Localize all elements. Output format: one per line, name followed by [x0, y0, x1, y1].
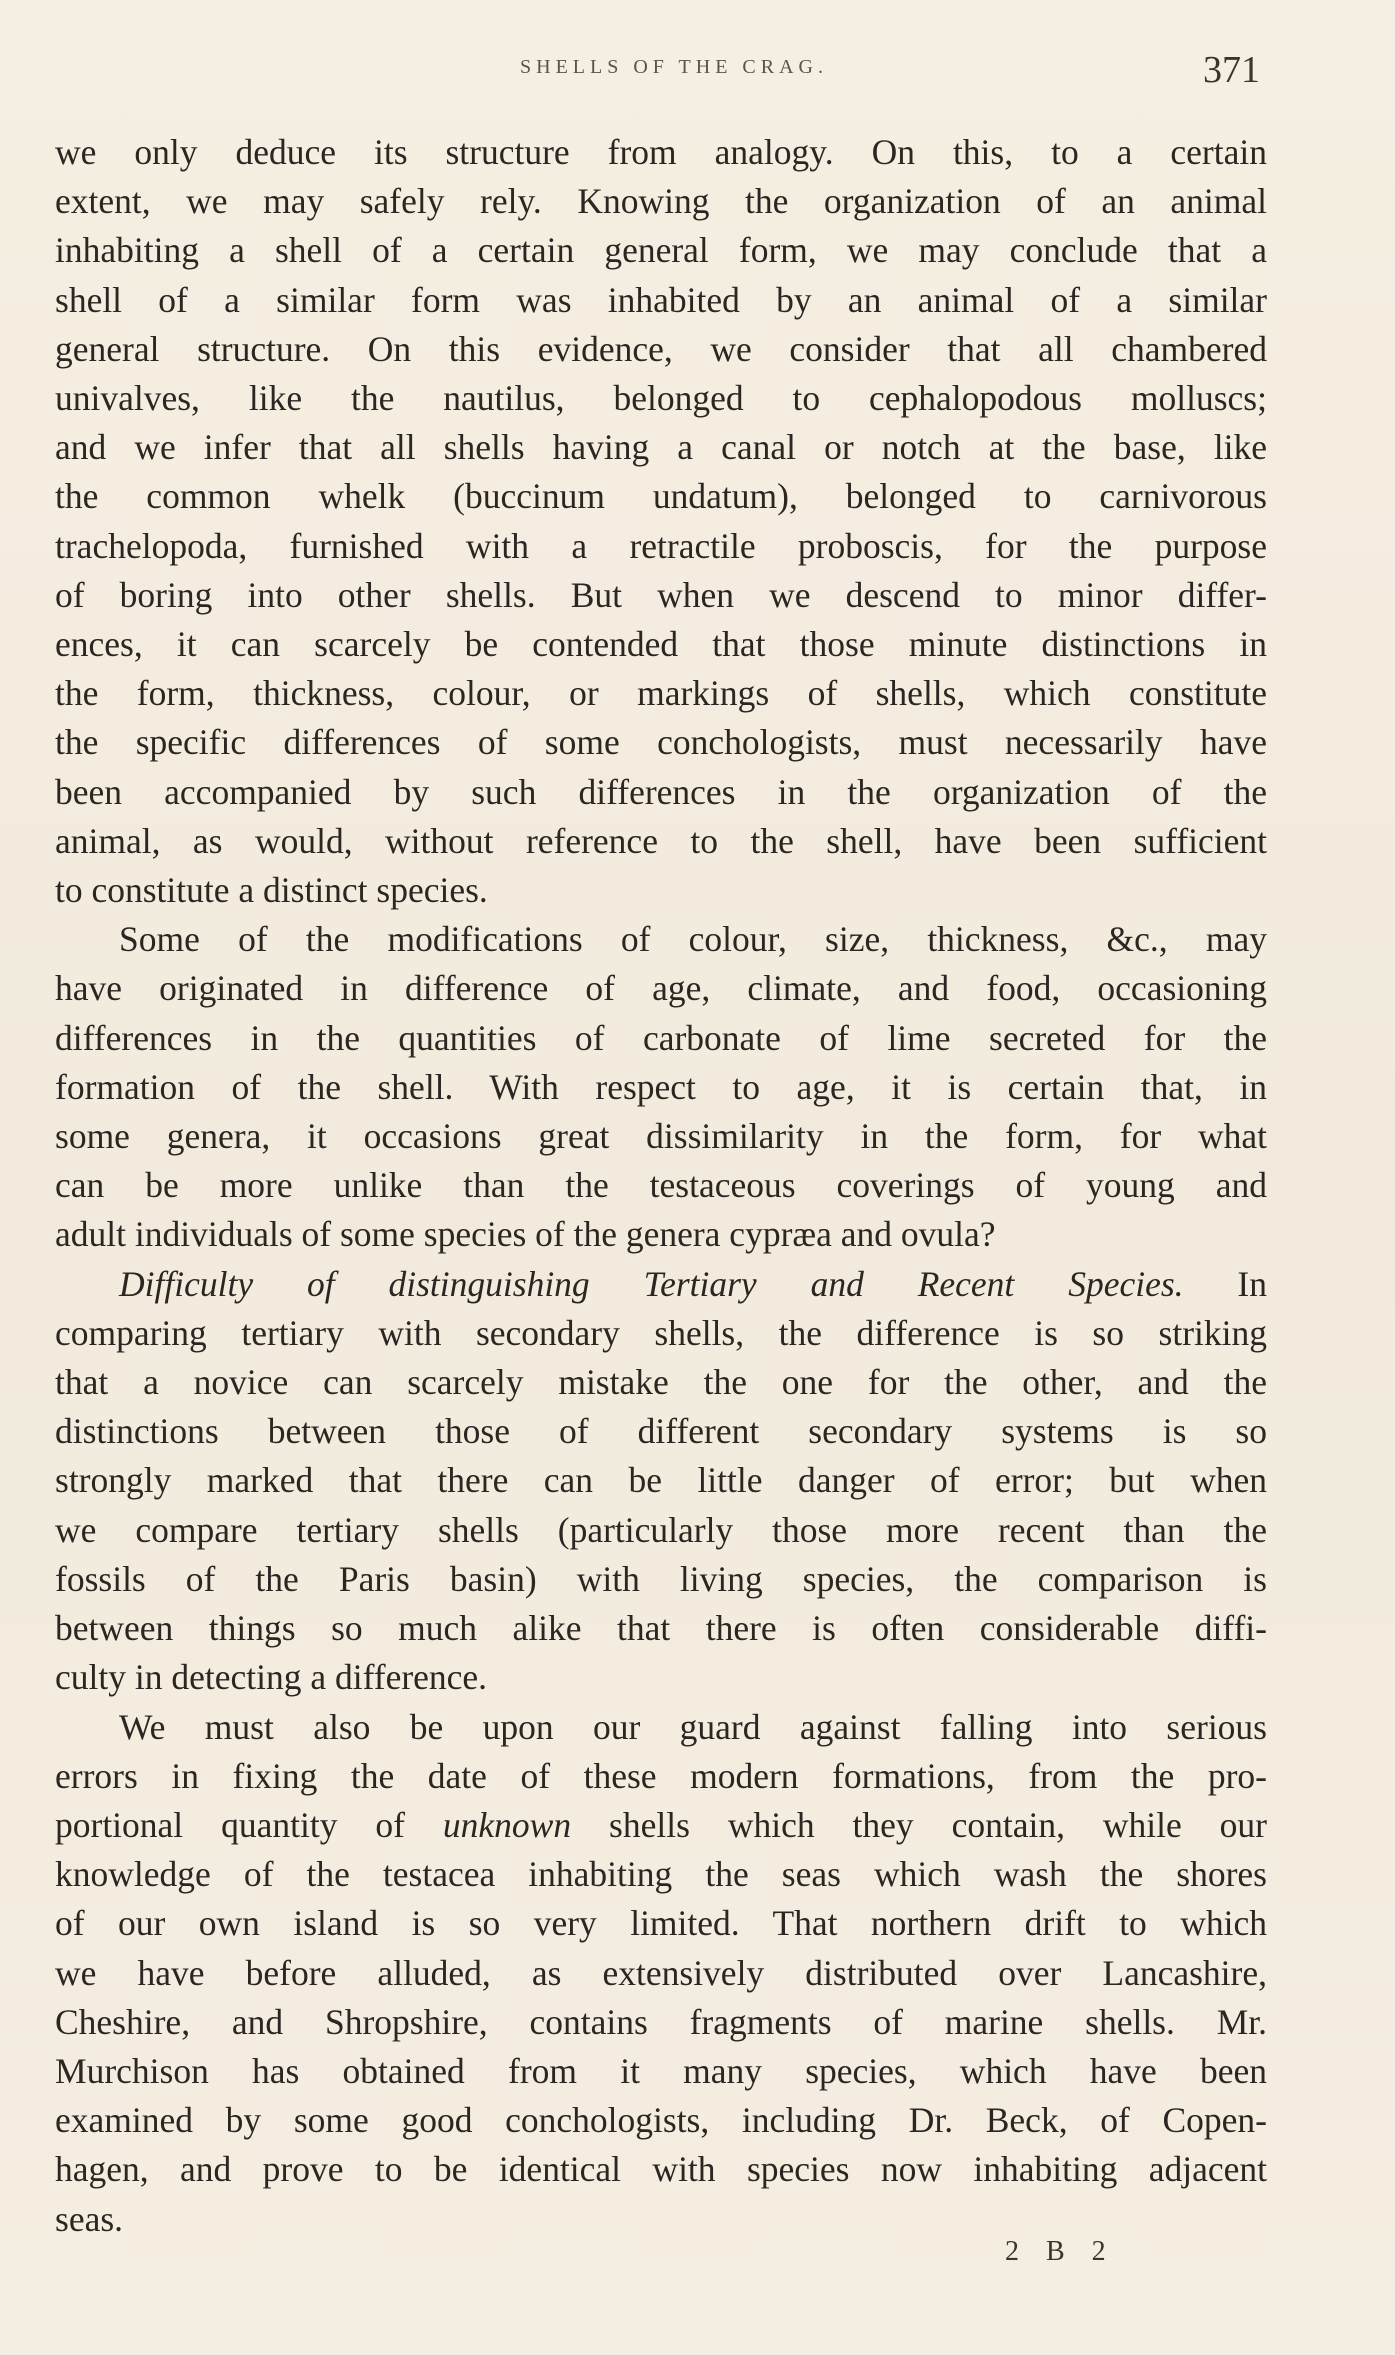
text-line: extent, we may safely rely. Knowing the organization of an animal	[55, 181, 1267, 222]
text-line: adult individuals of some species of the genera cypræa and ovula?	[55, 1214, 996, 1255]
body-text	[55, 128, 1267, 2244]
text-line: we have before alluded, as extensively distributed over Lancashire,	[55, 1952, 1267, 1993]
text-line: to constitute a distinct species.	[55, 870, 488, 911]
text-line: examined by some good conchologists, including Dr. Beck, of Copen-	[55, 2100, 1267, 2141]
text-line: univalves, like the nautilus, belonged to cephalopodous molluscs;	[55, 378, 1267, 419]
section-heading-line	[55, 1260, 1267, 1309]
text-line: fossils of the Paris basin) with living species, the comparison is	[55, 1558, 1267, 1599]
text-line: shell of a similar form was inhabited by an animal of a similar	[55, 279, 1267, 320]
text-line: general structure. On this evidence, we consider that all chambered	[55, 328, 1267, 369]
paragraph-1	[55, 128, 1267, 915]
text-line: strongly marked that there can be little danger of error; but when	[55, 1460, 1267, 1501]
page-header	[0, 48, 1395, 91]
emphasis-word: unknown	[442, 1804, 572, 1845]
text-line: been accompanied by such differences in the organization of the	[55, 771, 1267, 812]
text-line: the specific differences of some conchologists, must necessarily have	[55, 722, 1267, 763]
text-line: can be more unlike than the testaceous coverings of young and	[55, 1165, 1267, 1206]
text-fragment: shells which they contain, while our	[571, 1804, 1268, 1845]
paragraph-2	[55, 915, 1267, 1259]
text-line: distinctions between those of different secondary systems is so	[55, 1411, 1267, 1452]
text-fragment: portional quantity of	[55, 1804, 443, 1845]
text-line: Murchison has obtained from it many species, which have been	[55, 2050, 1267, 2091]
text-line: culty in detecting a difference.	[55, 1657, 488, 1698]
text-line: that a novice can scarcely mistake the one for the other, and the	[55, 1362, 1267, 1403]
text-line: have originated in difference of age, climate, and food, occasioning	[55, 968, 1267, 1009]
page-number: 371	[1203, 49, 1260, 91]
text-line: inhabiting a shell of a certain general form, we may conclude that a	[55, 230, 1267, 271]
text-line: between things so much alike that there is often considerable diffi-	[55, 1608, 1267, 1649]
running-head: SHELLS OF THE CRAG.	[520, 56, 828, 78]
text-line: of our own island is so very limited. That northern drift to which	[55, 1903, 1267, 1944]
text-line: errors in fixing the date of these modern formations, from the pro-	[55, 1755, 1267, 1796]
paragraph-3	[55, 1260, 1267, 1703]
text-line: animal, as would, without reference to the shell, have been sufficient	[55, 820, 1267, 861]
text-fragment: In	[1237, 1263, 1267, 1304]
text-line: comparing tertiary with secondary shells, the difference is so striking	[55, 1312, 1267, 1353]
printer-signature: 2 B 2	[1005, 2236, 1116, 2267]
section-heading: Difficulty of distinguishing Tertiary and Recent Species.	[119, 1263, 1184, 1304]
text-line: seas.	[55, 2198, 124, 2239]
text-line: differences in the quantities of carbonate of lime secreted for the	[55, 1017, 1267, 1058]
text-line: some genera, it occasions great dissimilarity in the form, for what	[55, 1116, 1267, 1157]
text-line: the form, thickness, colour, or markings of shells, which constitute	[55, 673, 1267, 714]
text-line: and we infer that all shells having a canal or notch at the base, like	[55, 427, 1267, 468]
text-line: hagen, and prove to be identical with species now inhabiting adjacent	[55, 2149, 1267, 2190]
text-line: we compare tertiary shells (particularly those more recent than the	[55, 1509, 1267, 1550]
text-line-with-emphasis	[55, 1801, 1267, 1850]
text-line: Cheshire, and Shropshire, contains fragments of marine shells. Mr.	[55, 2001, 1267, 2042]
text-line: ences, it can scarcely be contended that those minute distinctions in	[55, 624, 1267, 665]
text-line: knowledge of the testacea inhabiting the seas which wash the shores	[55, 1854, 1267, 1895]
text-line: the common whelk (buccinum undatum), belonged to carnivorous	[55, 476, 1267, 517]
paragraph-4	[55, 1703, 1267, 2244]
text-line: We must also be upon our guard against falling into serious	[119, 1706, 1267, 1747]
text-line: trachelopoda, furnished with a retractile proboscis, for the purpose	[55, 525, 1267, 566]
text-line: of boring into other shells. But when we descend to minor differ-	[55, 574, 1267, 615]
text-line: formation of the shell. With respect to age, it is certain that, in	[55, 1066, 1267, 1107]
text-line: we only deduce its structure from analogy. On this, to a certain	[55, 132, 1267, 172]
text-line: Some of the modifications of colour, size, thickness, &c., may	[119, 919, 1267, 960]
